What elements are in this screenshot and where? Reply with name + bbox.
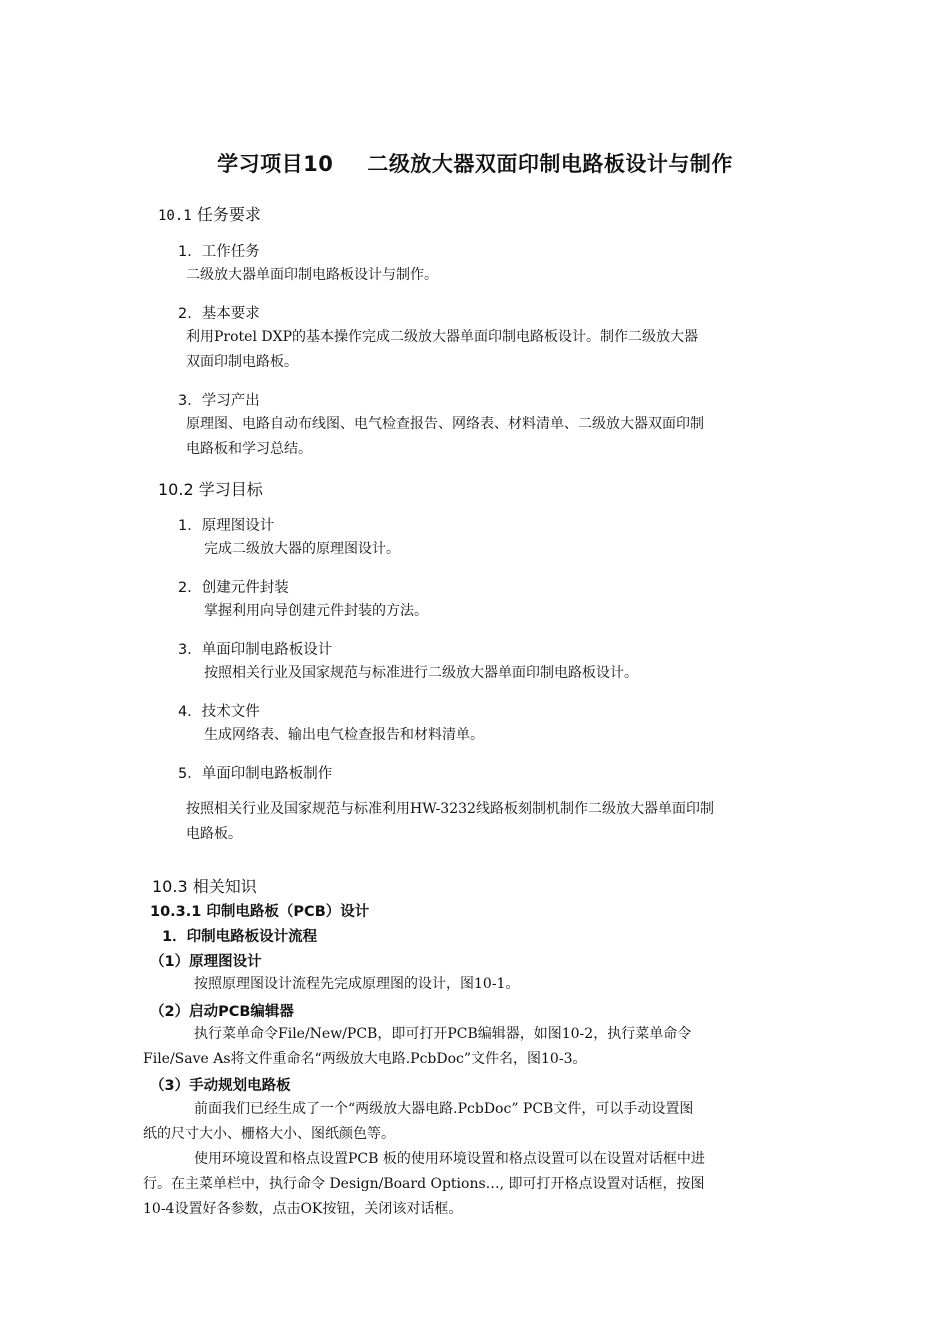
- s2-item1-text: 完成二级放大器的原理图设计。: [204, 541, 400, 557]
- s2-item5-label: 5．单面印制电路板制作: [178, 766, 333, 782]
- document-title: [0, 148, 950, 178]
- s1-item2-line2: 双面印制电路板。: [186, 354, 298, 370]
- s2-item4-label: 4．技术文件: [178, 704, 260, 720]
- step1-label: （1）原理图设计: [150, 954, 262, 970]
- s1-item2-label: 2．基本要求: [178, 306, 260, 322]
- section-10-3-1-heading: 10.3.1 印制电路板（PCB）设计: [150, 904, 370, 920]
- s2-item3-text: 按照相关行业及国家规范与标准进行二级放大器单面印制电路板设计。: [204, 665, 638, 681]
- s2-item4-text: 生成网络表、输出电气检查报告和材料清单。: [204, 727, 484, 743]
- s2-item1-label: 1．原理图设计: [178, 518, 275, 534]
- s1-item3-label: 3．学习产出: [178, 393, 260, 409]
- section-10-1-heading: 10.1 任务要求: [158, 205, 261, 224]
- s2-item2-text: 掌握利用向导创建元件封装的方法。: [204, 603, 428, 619]
- s1-item1-label: 1．工作任务: [178, 244, 260, 260]
- s2-item5-line2: 电路板。: [186, 826, 242, 842]
- pcb-design-flow-heading: 1．印制电路板设计流程: [162, 929, 318, 945]
- title-project-name: 二级放大器双面印制电路板设计与制作: [367, 152, 733, 176]
- step2-line2: File/Save As将文件重命名“两级放大电路.PcbDoc”文件名，图10-3。: [143, 1051, 587, 1067]
- title-project-number: 学习项目10: [217, 152, 334, 176]
- step2-line1: 执行菜单命令File/New/PCB，即可打开PCB编辑器，如图10-2，执行菜单命令: [194, 1026, 692, 1042]
- step3-label: （3）手动规划电路板: [150, 1078, 291, 1094]
- s2-item2-label: 2．创建元件封装: [178, 580, 289, 596]
- s2-item5-line1: 按照相关行业及国家规范与标准利用HW-3232线路板刻制机制作二级放大器单面印制: [186, 801, 714, 817]
- s1-item2-line1: 利用Protel DXP的基本操作完成二级放大器单面印制电路板设计。制作二级放大器: [186, 329, 698, 345]
- section-10-2-heading: 10.2 学习目标: [158, 480, 263, 499]
- step2-label: （2）启动PCB编辑器: [150, 1004, 294, 1020]
- s2-item3-label: 3．单面印制电路板设计: [178, 642, 333, 658]
- step3-line4: 行。在主菜单栏中，执行命令 Design/Board Options…, 即可打开格点设置对话框，按图: [143, 1176, 705, 1192]
- s1-item3-line1: 原理图、电路自动布线图、电气检查报告、网络表、材料清单、二级放大器双面印制: [186, 416, 704, 432]
- section-10-3-heading: 10.3 相关知识: [152, 877, 257, 896]
- step3-line3: 使用环境设置和格点设置PCB 板的使用环境设置和格点设置可以在设置对话框中进: [194, 1151, 705, 1167]
- s1-item1-text: 二级放大器单面印制电路板设计与制作。: [186, 267, 438, 283]
- step3-line2: 纸的尺寸大小、栅格大小、图纸颜色等。: [143, 1126, 395, 1142]
- step1-line1: 按照原理图设计流程先完成原理图的设计，图10-1。: [194, 976, 520, 992]
- s1-item3-line2: 电路板和学习总结。: [186, 441, 312, 457]
- step3-line5: 10-4设置好各参数，点击OK按钮，关闭该对话框。: [143, 1201, 463, 1217]
- step3-line1: 前面我们已经生成了一个“两级放大器电路.PcbDoc” PCB文件，可以手动设置图: [194, 1101, 694, 1117]
